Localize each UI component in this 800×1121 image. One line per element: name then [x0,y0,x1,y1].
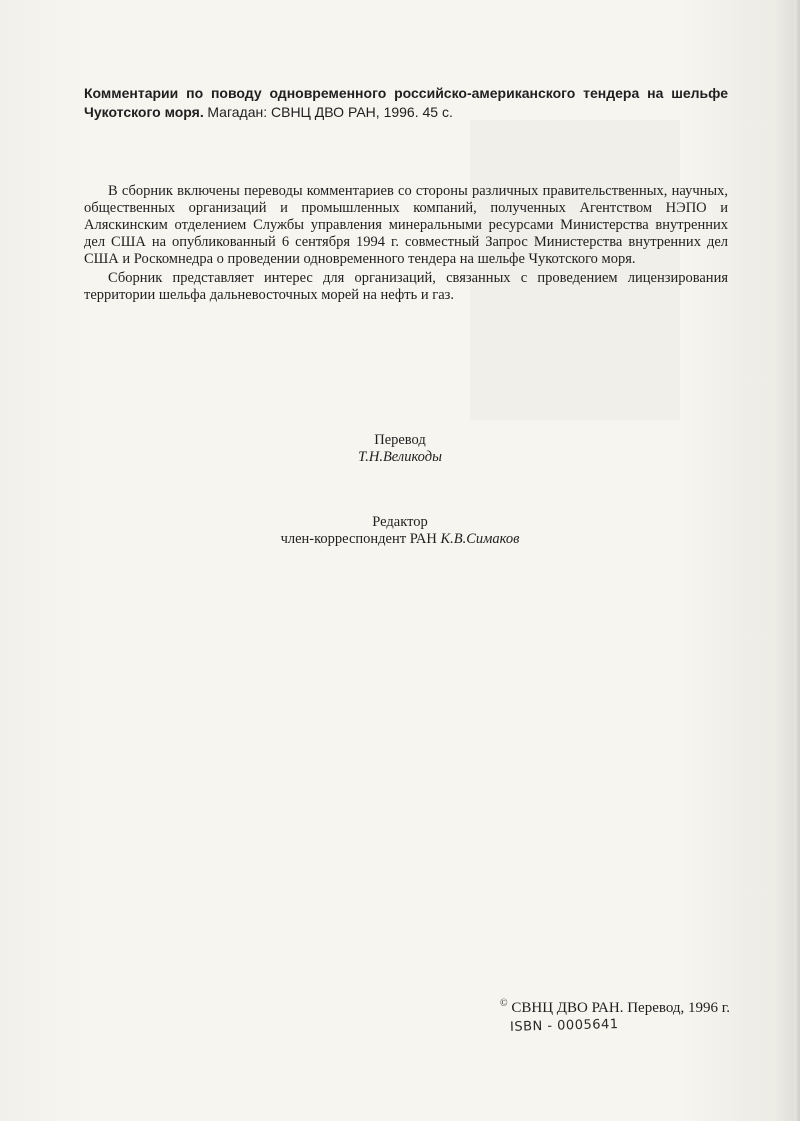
book-title: Комментарии по поводу одновременного российско-американского тендера на шельфе Чукотского моря [84,85,728,120]
copyright-symbol: © [500,998,508,1009]
abstract-paragraph-1: В сборник включены переводы комментариев со стороны различных правительственных, научных, общественных организаций и промышленных компаний, полученных Агентством НЭПО и Аляскинским отделением Службы управления минеральными ресурсами Министерства внутренних дел США на опубликованный 6 сентября 1994 г. совместный Запрос Министерства внутренних дел США и Роскомнедра о проведении одновременного тендера на шельфе Чукотского моря. [84,183,728,267]
handwritten-isbn-note: ISBN - 0005641 [509,1016,619,1035]
copyright-line [440,995,730,1017]
translation-credit [200,432,600,466]
editor-role: член-корреспондент РАН [280,531,437,547]
translator-name: Т.Н.Великоды [358,449,442,465]
abstract-paragraph-2: Сборник представляет интерес для организаций, связанных с проведением лицензирования территории шельфа дальневосточных морей на нефть и газ. [84,270,728,303]
translation-label: Перевод [374,432,426,448]
editor-credit [200,514,600,548]
page-edge [794,0,800,1121]
abstract [84,183,728,304]
editor-name: К.В.Симаков [440,531,520,547]
publication-info: Магадан: СВНЦ ДВО РАН, 1996. 45 с. [207,104,453,120]
bibliographic-header: Комментарии по поводу одновременного российско-американского тендера на шельфе Чукотского моря. Магадан: СВНЦ ДВО РАН, 1996. 45 с. [84,85,728,120]
editor-label: Редактор [372,514,428,530]
copyright-text: СВНЦ ДВО РАН. Перевод, 1996 г. [511,1000,730,1016]
